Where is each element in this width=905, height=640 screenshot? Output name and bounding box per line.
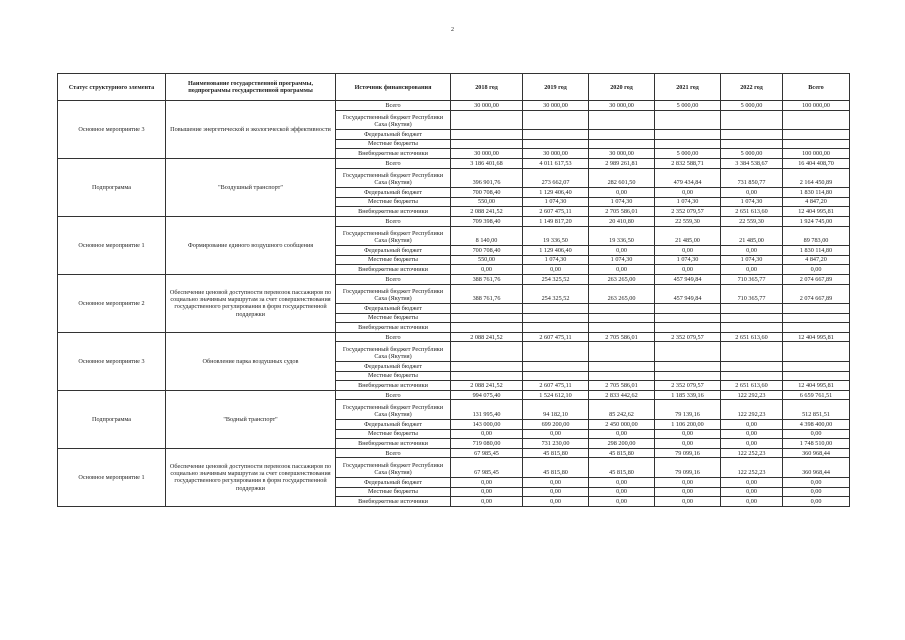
- value-total: [783, 362, 850, 372]
- value-2021: 0,00: [655, 439, 721, 449]
- value-total: [783, 323, 850, 333]
- value-2022: 5 000,00: [721, 149, 783, 159]
- value-2020: 0,00: [589, 478, 655, 488]
- element-status: Основное мероприятие 1: [58, 448, 166, 506]
- source-regional-budget: Государственный бюджет Республики Саха (Якутия): [336, 400, 451, 420]
- value-2018: 2 088 241,52: [451, 207, 523, 217]
- value-2019: [523, 342, 589, 362]
- value-2018: 700 708,40: [451, 246, 523, 256]
- element-status: Основное мероприятие 3: [58, 332, 166, 390]
- value-2022: 0,00: [721, 265, 783, 275]
- value-2020: 85 242,62: [589, 400, 655, 420]
- header-2022: 2022 год: [721, 74, 783, 101]
- value-2019: 1 074,30: [523, 197, 589, 207]
- value-2020: 0,00: [589, 246, 655, 256]
- header-status: Статус структурного элемента: [58, 74, 166, 101]
- value-2021: 0,00: [655, 429, 721, 439]
- value-2022: 731 850,77: [721, 168, 783, 188]
- value-2018: 2 088 241,52: [451, 381, 523, 391]
- value-2021: [655, 110, 721, 130]
- source-regional-budget: Государственный бюджет Республики Саха (Якутия): [336, 168, 451, 188]
- value-2022: [721, 139, 783, 149]
- value-total: 12 404 995,81: [783, 332, 850, 342]
- value-2022: 0,00: [721, 497, 783, 507]
- value-2018: [451, 313, 523, 323]
- value-2022: 122 252,23: [721, 448, 783, 458]
- value-2020: 20 410,80: [589, 216, 655, 226]
- value-2018: [451, 362, 523, 372]
- value-2019: [523, 304, 589, 314]
- value-2019: 0,00: [523, 478, 589, 488]
- value-total: 4 847,20: [783, 255, 850, 265]
- value-2020: 0,00: [589, 487, 655, 497]
- table-row: [58, 332, 850, 342]
- table-row: [58, 448, 850, 458]
- value-2022: [721, 371, 783, 381]
- value-total: 6 659 761,51: [783, 390, 850, 400]
- value-2022: 0,00: [721, 478, 783, 488]
- value-2021: [655, 304, 721, 314]
- header-source: Источник финансирования: [336, 74, 451, 101]
- value-2021: 1 106 200,00: [655, 420, 721, 430]
- source-local-budgets: Местные бюджеты: [336, 371, 451, 381]
- source-total: Всего: [336, 216, 451, 226]
- value-2022: 122 292,23: [721, 400, 783, 420]
- source-regional-budget: Государственный бюджет Республики Саха (Якутия): [336, 342, 451, 362]
- value-2020: [589, 313, 655, 323]
- value-2020: 2 705 586,01: [589, 332, 655, 342]
- value-2022: 1 074,30: [721, 255, 783, 265]
- value-total: 360 968,44: [783, 458, 850, 478]
- header-2018: 2018 год: [451, 74, 523, 101]
- value-2021: 0,00: [655, 188, 721, 198]
- source-total: Всего: [336, 332, 451, 342]
- source-local-budgets: Местные бюджеты: [336, 197, 451, 207]
- value-2021: 0,00: [655, 478, 721, 488]
- value-2018: 67 985,45: [451, 448, 523, 458]
- source-total: Всего: [336, 158, 451, 168]
- value-2022: 2 651 613,60: [721, 207, 783, 217]
- value-2021: 2 352 079,57: [655, 207, 721, 217]
- value-2019: [523, 371, 589, 381]
- value-total: 12 404 995,81: [783, 381, 850, 391]
- source-extra-budgetary: Внебюджетные источники: [336, 265, 451, 275]
- value-2018: 8 140,00: [451, 226, 523, 246]
- element-status: Основное мероприятие 2: [58, 274, 166, 332]
- program-name: Обновление парка воздушных судов: [166, 332, 336, 390]
- value-2021: 0,00: [655, 246, 721, 256]
- source-federal-budget: Федеральный бюджет: [336, 130, 451, 140]
- value-2019: [523, 139, 589, 149]
- value-2021: 79 099,16: [655, 458, 721, 478]
- value-2022: 2 651 613,60: [721, 381, 783, 391]
- value-2019: [523, 110, 589, 130]
- value-2022: 0,00: [721, 487, 783, 497]
- value-2022: [721, 313, 783, 323]
- source-local-budgets: Местные бюджеты: [336, 255, 451, 265]
- value-2019: 30 000,00: [523, 149, 589, 159]
- value-2022: 2 651 613,60: [721, 332, 783, 342]
- value-2020: [589, 323, 655, 333]
- value-total: 16 404 408,70: [783, 158, 850, 168]
- header-2019: 2019 год: [523, 74, 589, 101]
- value-2019: 1 149 817,20: [523, 216, 589, 226]
- value-2018: 30 000,00: [451, 149, 523, 159]
- value-2021: 1 185 339,16: [655, 390, 721, 400]
- value-2018: 396 901,76: [451, 168, 523, 188]
- source-regional-budget: Государственный бюджет Республики Саха (Якутия): [336, 458, 451, 478]
- value-2020: 298 200,00: [589, 439, 655, 449]
- value-2020: 30 000,00: [589, 149, 655, 159]
- value-2020: [589, 362, 655, 372]
- source-local-budgets: Местные бюджеты: [336, 429, 451, 439]
- value-2020: 45 815,80: [589, 448, 655, 458]
- value-total: 512 851,51: [783, 400, 850, 420]
- value-2018: 719 080,00: [451, 439, 523, 449]
- value-2019: [523, 130, 589, 140]
- value-2020: 2 833 442,62: [589, 390, 655, 400]
- source-total: Всего: [336, 390, 451, 400]
- value-total: 100 000,00: [783, 149, 850, 159]
- value-2020: 2 450 000,00: [589, 420, 655, 430]
- value-total: 1 830 114,80: [783, 246, 850, 256]
- value-total: [783, 304, 850, 314]
- value-2020: [589, 342, 655, 362]
- value-2019: 4 011 617,53: [523, 158, 589, 168]
- value-2018: [451, 304, 523, 314]
- value-2021: 79 139,16: [655, 400, 721, 420]
- header-program-name: Наименование государственной программы, подпрограммы государственной программы: [166, 74, 336, 101]
- value-2021: 2 352 079,57: [655, 381, 721, 391]
- header-2020: 2020 год: [589, 74, 655, 101]
- value-2018: 0,00: [451, 487, 523, 497]
- value-total: 12 404 995,81: [783, 207, 850, 217]
- source-regional-budget: Государственный бюджет Республики Саха (Якутия): [336, 226, 451, 246]
- value-2020: 0,00: [589, 497, 655, 507]
- value-total: 4 847,20: [783, 197, 850, 207]
- header-total: Всего: [783, 74, 850, 101]
- value-total: 0,00: [783, 478, 850, 488]
- value-2022: 0,00: [721, 439, 783, 449]
- value-2019: 273 662,07: [523, 168, 589, 188]
- value-2021: 2 352 079,57: [655, 332, 721, 342]
- source-federal-budget: Федеральный бюджет: [336, 478, 451, 488]
- value-2019: 45 815,80: [523, 448, 589, 458]
- value-2019: 0,00: [523, 497, 589, 507]
- value-total: 0,00: [783, 487, 850, 497]
- header-2021: 2021 год: [655, 74, 721, 101]
- value-2018: [451, 139, 523, 149]
- source-total: Всего: [336, 274, 451, 284]
- source-federal-budget: Федеральный бюджет: [336, 246, 451, 256]
- value-2021: 457 949,84: [655, 284, 721, 304]
- value-2019: 254 325,52: [523, 274, 589, 284]
- source-extra-budgetary: Внебюджетные источники: [336, 149, 451, 159]
- value-2022: [721, 323, 783, 333]
- value-2018: 0,00: [451, 478, 523, 488]
- value-total: 360 968,44: [783, 448, 850, 458]
- value-2021: 0,00: [655, 497, 721, 507]
- value-2021: 79 099,16: [655, 448, 721, 458]
- value-2020: [589, 130, 655, 140]
- source-federal-budget: Федеральный бюджет: [336, 188, 451, 198]
- value-total: 1 748 510,00: [783, 439, 850, 449]
- value-total: [783, 313, 850, 323]
- value-2019: 45 815,80: [523, 458, 589, 478]
- value-total: 89 783,00: [783, 226, 850, 246]
- value-2021: 457 949,84: [655, 274, 721, 284]
- value-2018: 67 985,45: [451, 458, 523, 478]
- value-2022: 710 365,77: [721, 274, 783, 284]
- value-2020: [589, 139, 655, 149]
- financing-table: [57, 73, 850, 507]
- program-name: Обеспечение ценовой доступности перевозок пассажиров по социально значимым маршрутам за счет совершенствования государственного регулирования в форм государственной поддержки: [166, 274, 336, 332]
- value-total: 2 074 667,89: [783, 284, 850, 304]
- table-row: [58, 274, 850, 284]
- value-2020: [589, 304, 655, 314]
- value-2022: [721, 362, 783, 372]
- value-2020: 30 000,00: [589, 101, 655, 111]
- value-2021: 0,00: [655, 487, 721, 497]
- value-2020: 2 705 586,01: [589, 381, 655, 391]
- value-total: 1 830 114,80: [783, 188, 850, 198]
- program-name: Повышение энергетической и экологической эффективности: [166, 101, 336, 159]
- value-2020: 1 074,30: [589, 255, 655, 265]
- value-total: 100 000,00: [783, 101, 850, 111]
- value-2018: 550,00: [451, 197, 523, 207]
- value-2019: 2 607 475,11: [523, 381, 589, 391]
- value-2022: [721, 130, 783, 140]
- value-2021: 1 074,30: [655, 255, 721, 265]
- value-2020: 263 265,00: [589, 284, 655, 304]
- value-2020: 282 601,50: [589, 168, 655, 188]
- value-2020: [589, 371, 655, 381]
- source-extra-budgetary: Внебюджетные источники: [336, 207, 451, 217]
- value-2018: 0,00: [451, 265, 523, 275]
- value-2019: [523, 323, 589, 333]
- value-2022: 0,00: [721, 188, 783, 198]
- program-name: "Воздушный транспорт": [166, 158, 336, 216]
- value-2022: 0,00: [721, 246, 783, 256]
- value-2021: 2 832 588,71: [655, 158, 721, 168]
- table-row: [58, 158, 850, 168]
- value-2019: 1 129 406,40: [523, 188, 589, 198]
- value-2019: [523, 313, 589, 323]
- value-2020: 2 989 261,81: [589, 158, 655, 168]
- value-2018: 131 995,40: [451, 400, 523, 420]
- value-2019: 0,00: [523, 487, 589, 497]
- value-2020: 45 815,80: [589, 458, 655, 478]
- value-2019: 94 182,10: [523, 400, 589, 420]
- value-2022: 22 559,30: [721, 216, 783, 226]
- source-federal-budget: Федеральный бюджет: [336, 304, 451, 314]
- source-federal-budget: Федеральный бюджет: [336, 420, 451, 430]
- source-total: Всего: [336, 101, 451, 111]
- value-2022: 1 074,30: [721, 197, 783, 207]
- value-2018: 388 761,76: [451, 284, 523, 304]
- program-name: Формирование единого воздушного сообщения: [166, 216, 336, 274]
- value-total: 2 164 450,89: [783, 168, 850, 188]
- value-total: [783, 110, 850, 130]
- table-row: [58, 101, 850, 111]
- value-2021: [655, 362, 721, 372]
- value-2022: 122 292,23: [721, 390, 783, 400]
- value-2022: 21 485,00: [721, 226, 783, 246]
- value-2020: 2 705 586,01: [589, 207, 655, 217]
- value-2022: 122 252,23: [721, 458, 783, 478]
- header-row: [58, 74, 850, 101]
- value-2018: 0,00: [451, 429, 523, 439]
- value-total: [783, 139, 850, 149]
- value-2019: 2 607 475,11: [523, 207, 589, 217]
- value-total: 1 924 745,00: [783, 216, 850, 226]
- value-total: [783, 130, 850, 140]
- value-2020: 0,00: [589, 429, 655, 439]
- value-2019: 731 230,00: [523, 439, 589, 449]
- value-2018: 3 186 401,68: [451, 158, 523, 168]
- value-2018: 0,00: [451, 497, 523, 507]
- value-2021: 22 559,30: [655, 216, 721, 226]
- value-2018: [451, 371, 523, 381]
- value-2021: [655, 130, 721, 140]
- program-name: Обеспечение ценовой доступности перевозок пассажиров по социально значимым маршрутам за счет совершенствования государственного регулирования в форм государственной поддержки: [166, 448, 336, 506]
- source-extra-budgetary: Внебюджетные источники: [336, 439, 451, 449]
- value-2020: 263 265,00: [589, 274, 655, 284]
- value-2019: 254 325,52: [523, 284, 589, 304]
- value-2018: 550,00: [451, 255, 523, 265]
- value-2021: 21 485,00: [655, 226, 721, 246]
- source-local-budgets: Местные бюджеты: [336, 139, 451, 149]
- source-extra-budgetary: Внебюджетные источники: [336, 323, 451, 333]
- page-number: 2: [451, 27, 454, 33]
- value-2019: 30 000,00: [523, 101, 589, 111]
- value-2021: 5 000,00: [655, 149, 721, 159]
- program-name: "Водный транспорт": [166, 390, 336, 448]
- value-2021: [655, 371, 721, 381]
- value-2019: 699 200,00: [523, 420, 589, 430]
- source-extra-budgetary: Внебюджетные источники: [336, 497, 451, 507]
- value-2020: [589, 110, 655, 130]
- value-2020: 0,00: [589, 265, 655, 275]
- source-local-budgets: Местные бюджеты: [336, 313, 451, 323]
- source-local-budgets: Местные бюджеты: [336, 487, 451, 497]
- element-status: Подпрограмма: [58, 390, 166, 448]
- value-2018: 700 708,40: [451, 188, 523, 198]
- value-2018: [451, 342, 523, 362]
- value-2022: 710 365,77: [721, 284, 783, 304]
- value-2021: [655, 342, 721, 362]
- value-2022: 0,00: [721, 420, 783, 430]
- value-2018: [451, 130, 523, 140]
- value-2021: [655, 313, 721, 323]
- value-2018: [451, 110, 523, 130]
- value-2022: 0,00: [721, 429, 783, 439]
- element-status: Основное мероприятие 1: [58, 216, 166, 274]
- value-2022: [721, 304, 783, 314]
- value-2019: 0,00: [523, 429, 589, 439]
- value-total: [783, 371, 850, 381]
- source-regional-budget: Государственный бюджет Республики Саха (Якутия): [336, 110, 451, 130]
- value-total: 2 074 667,89: [783, 274, 850, 284]
- source-regional-budget: Государственный бюджет Республики Саха (Якутия): [336, 284, 451, 304]
- value-2019: [523, 362, 589, 372]
- value-2021: [655, 323, 721, 333]
- value-total: 4 398 400,00: [783, 420, 850, 430]
- value-2019: 2 607 475,11: [523, 332, 589, 342]
- value-2021: 1 074,30: [655, 197, 721, 207]
- value-2019: 1 074,30: [523, 255, 589, 265]
- value-2021: [655, 139, 721, 149]
- value-2018: 388 761,76: [451, 274, 523, 284]
- value-2021: 5 000,00: [655, 101, 721, 111]
- source-total: Всего: [336, 448, 451, 458]
- table-row: [58, 216, 850, 226]
- source-federal-budget: Федеральный бюджет: [336, 362, 451, 372]
- value-2018: [451, 323, 523, 333]
- value-total: 0,00: [783, 429, 850, 439]
- value-total: 0,00: [783, 265, 850, 275]
- value-2022: 5 000,00: [721, 101, 783, 111]
- value-total: [783, 342, 850, 362]
- value-total: 0,00: [783, 497, 850, 507]
- value-2020: 19 336,50: [589, 226, 655, 246]
- source-extra-budgetary: Внебюджетные источники: [336, 381, 451, 391]
- value-2020: 0,00: [589, 188, 655, 198]
- value-2018: 30 000,00: [451, 101, 523, 111]
- value-2019: 1 129 406,40: [523, 246, 589, 256]
- value-2019: 1 524 612,10: [523, 390, 589, 400]
- value-2018: 994 075,40: [451, 390, 523, 400]
- value-2022: 3 384 538,67: [721, 158, 783, 168]
- table-row: [58, 390, 850, 400]
- value-2019: 19 336,50: [523, 226, 589, 246]
- value-2018: 143 000,00: [451, 420, 523, 430]
- value-2021: 0,00: [655, 265, 721, 275]
- element-status: Основное мероприятие 3: [58, 101, 166, 159]
- value-2022: [721, 110, 783, 130]
- value-2020: 1 074,30: [589, 197, 655, 207]
- value-2018: 709 398,40: [451, 216, 523, 226]
- value-2022: [721, 342, 783, 362]
- value-2021: 479 434,84: [655, 168, 721, 188]
- element-status: Подпрограмма: [58, 158, 166, 216]
- value-2019: 0,00: [523, 265, 589, 275]
- value-2018: 2 088 241,52: [451, 332, 523, 342]
